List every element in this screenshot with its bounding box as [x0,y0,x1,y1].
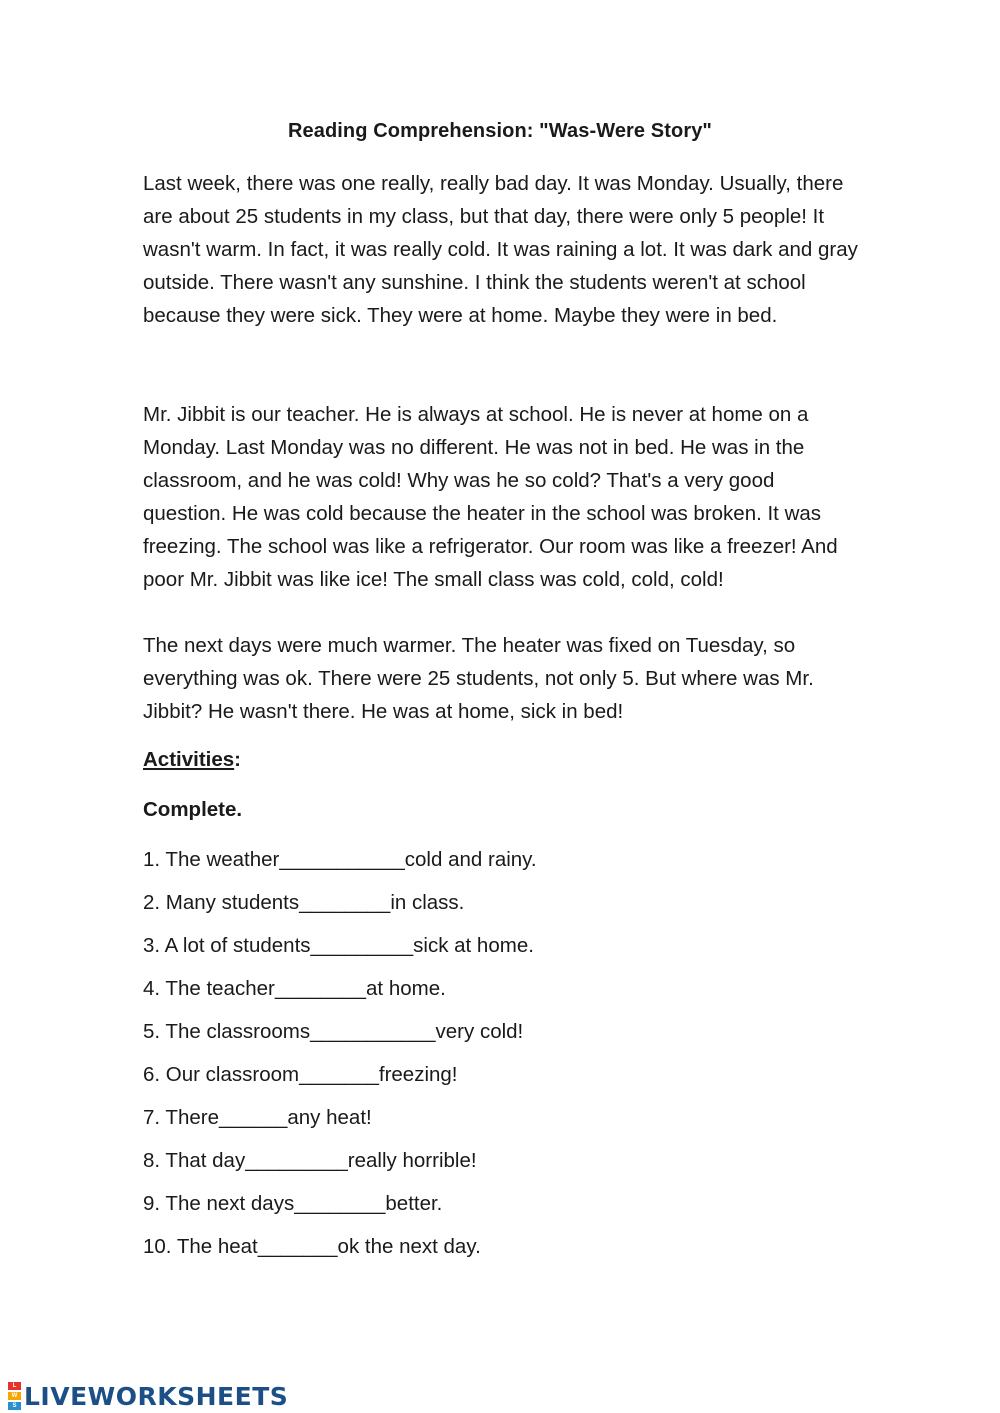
question-6: 6. Our classroom_______freezing! [143,1063,458,1086]
complete-heading: Complete. [143,798,243,821]
question-4: 4. The teacher________at home. [143,977,446,1000]
question-2: 2. Many students________in class. [143,891,465,914]
liveworksheets-footer [8,1382,288,1410]
story-paragraph-1: Last week, there was one really, really bad day. It was Monday. Usually, there are about 25 students in my class, but that day, there were only 5 people! It wasn't warm. In fact, it was really cold. It was raining a lot. It was dark and gray outside. There wasn't any sunshine. I think the students weren't at school because they were sick. They were at home. Maybe they were in bed. [143,172,858,327]
liveworksheets-logo-icon [8,1381,21,1411]
story-paragraph-3: The next days were much warmer. The heater was fixed on Tuesday, so everything was ok. There were 25 students, not only 5. But where was Mr. Jibbit? He wasn't there. He was at home, sick in bed! [143,634,814,723]
logo-block-s: S [8,1402,21,1410]
worksheet-title: Reading Comprehension: "Was-Were Story" [287,120,713,142]
question-7: 7. There______any heat! [143,1106,372,1129]
question-3: 3. A lot of students_________sick at home. [143,934,534,957]
question-5: 5. The classrooms___________very cold! [143,1020,524,1043]
question-10: 10. The heat_______ok the next day. [143,1235,481,1258]
activities-heading [143,748,241,772]
liveworksheets-brand: LIVEWORKSHEETS [24,1381,289,1411]
question-1: 1. The weather___________cold and rainy. [143,848,537,871]
logo-block-l: L [8,1382,21,1390]
logo-block-w: W [8,1392,21,1400]
story-paragraph-2: Mr. Jibbit is our teacher. He is always at school. He is never at home on a Monday. Last Monday was no different. He was not in bed. He was in the classroom, and he was cold! Why was he so cold? That's a very good question. He was cold because the heater in the school was broken. It was freezing. The school was like a refrigerator. Our room was like a freezer! And poor Mr. Jibbit was like ice! The small class was cold, cold, cold! [143,403,838,591]
activities-colon: : [234,748,241,771]
activities-label: Activities [143,748,235,771]
question-8: 8. That day_________really horrible! [143,1149,477,1172]
question-9: 9. The next days________better. [143,1192,443,1215]
